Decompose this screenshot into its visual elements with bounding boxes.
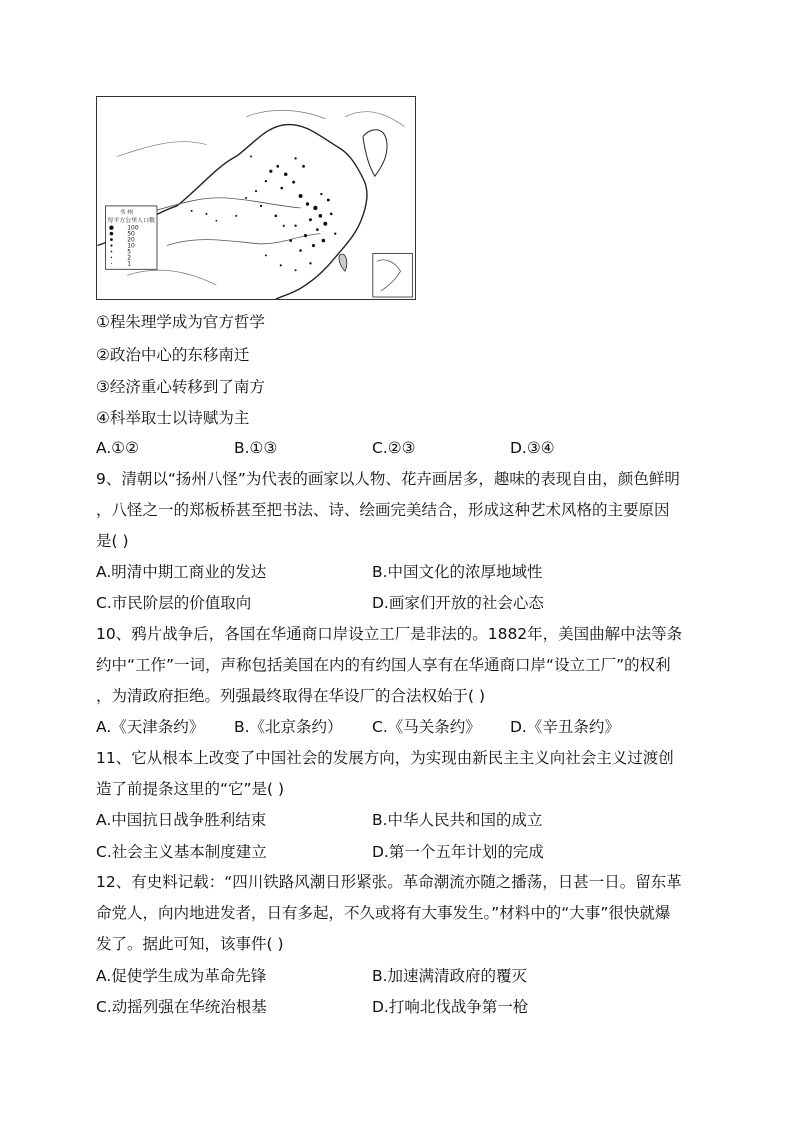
q11-stem-line-2: 造了前提条这里的“它”是( ): [96, 780, 285, 798]
map-korea: [363, 130, 387, 177]
q12-option-a[interactable]: A.促使学生成为革命先锋: [96, 967, 267, 985]
q10-stem-line-1: 10、鸦片战争后，各国在华通商口岸设立工厂是非法的。1882年，美国曲解中法等条: [96, 625, 683, 643]
map-svg: [97, 97, 415, 299]
q8-statement-2: ②政治中心的东移南迁: [96, 346, 250, 364]
q12-stem-line-1: 12、有史料记载：“四川铁路风潮日形紧张。革命潮流亦随之播荡，日甚一日。留东革: [96, 873, 682, 891]
population-density-map: [96, 96, 416, 300]
q8-option-c[interactable]: C.②③: [372, 439, 416, 457]
legend-dot-1: [109, 226, 113, 230]
q12-stem-line-2: 命党人，向内地进发者，日有多起，不久或将有大事发生。”材料中的“大事”很快就爆: [96, 904, 671, 922]
q9-option-a[interactable]: A.明清中期工商业的发达: [96, 563, 267, 581]
map-taiwan: [339, 254, 347, 271]
q12-option-b[interactable]: B.加速满清政府的覆灭: [372, 967, 528, 985]
legend-dot-4: [110, 244, 112, 246]
map-population-dots: [191, 155, 337, 271]
q9-option-d[interactable]: D.画家们开放的社会心态: [372, 594, 544, 612]
q11-option-b[interactable]: B.中华人民共和国的成立: [372, 811, 543, 829]
q8-option-a[interactable]: A.①②: [96, 439, 140, 457]
q10-option-b[interactable]: B.《北京条约）: [234, 718, 343, 736]
q10-option-c[interactable]: C.《马关条约》: [372, 718, 481, 736]
q11-stem-line-1: 11、它从根本上改变了中国社会的发展方向，为实现由新民主主义向社会主义过渡创: [96, 749, 674, 767]
legend-row-6: 2: [127, 254, 132, 262]
legend-row-7: 1: [127, 260, 132, 268]
map-rivers: [137, 198, 320, 246]
legend-dot-5: [111, 251, 113, 253]
q11-option-c[interactable]: C.社会主义基本制度建立: [96, 843, 267, 861]
legend-dot-6: [111, 257, 112, 258]
q8-statement-4: ④科举取士以诗赋为主: [96, 409, 250, 427]
q9-stem-line-1: 9、清朝以“扬州八怪”为代表的画家以人物、花卉画居多，趣味的表现自由，颜色鲜明: [96, 470, 680, 488]
legend-title-1: 书 州: [119, 208, 134, 216]
legend-dot-7: [111, 263, 112, 264]
q9-option-b[interactable]: B.中国文化的浓厚地域性: [372, 563, 543, 581]
legend-row-4: 10: [127, 242, 135, 250]
q12-option-d[interactable]: D.打响北伐战争第一枪: [372, 998, 529, 1016]
legend-row-3: 20: [127, 236, 135, 244]
q8-option-d[interactable]: D.③④: [510, 439, 555, 457]
legend-dot-3: [110, 238, 113, 241]
q12-stem-line-3: 发了。据此可知，该事件( ): [96, 935, 284, 953]
legend-dot-2: [110, 232, 114, 236]
legend-title-2: 每平方公里人口数: [107, 216, 155, 224]
q10-option-a[interactable]: A.《天津条约》: [96, 718, 205, 736]
q8-statement-1: ①程朱理学成为官方哲学: [96, 313, 265, 331]
q9-stem-line-2: ，八怪之一的郑板桥甚至把书法、诗、绘画完美结合，形成这种艺术风格的主要原因: [96, 501, 670, 519]
q10-stem-line-2: 约中“工作”一词，声称包括美国在内的有约国人享有在华通商口岸“设立工厂”的权利: [96, 656, 671, 674]
q8-option-b[interactable]: B.①③: [234, 439, 278, 457]
legend-row-2: 50: [127, 230, 135, 238]
q10-stem-line-3: ，为清政府拒绝。列强最终取得在华设厂的合法权始于( ): [96, 687, 486, 705]
legend-row-5: 5: [127, 248, 132, 256]
q10-option-d[interactable]: D.《辛丑条约》: [510, 718, 620, 736]
map-legend: [105, 206, 156, 269]
q11-option-d[interactable]: D.第一个五年计划的完成: [372, 843, 544, 861]
q11-option-a[interactable]: A.中国抗日战争胜利结束: [96, 811, 267, 829]
q8-statement-3: ③经济重心转移到了南方: [96, 378, 265, 396]
q9-stem-line-3: 是( ): [96, 532, 129, 550]
map-inset-south-sea: [373, 253, 413, 297]
q9-option-c[interactable]: C.市民阶层的价值取向: [96, 594, 252, 612]
q12-option-c[interactable]: C.动摇列强在华统治根基: [96, 998, 267, 1016]
legend-row-1: 100: [127, 224, 139, 232]
